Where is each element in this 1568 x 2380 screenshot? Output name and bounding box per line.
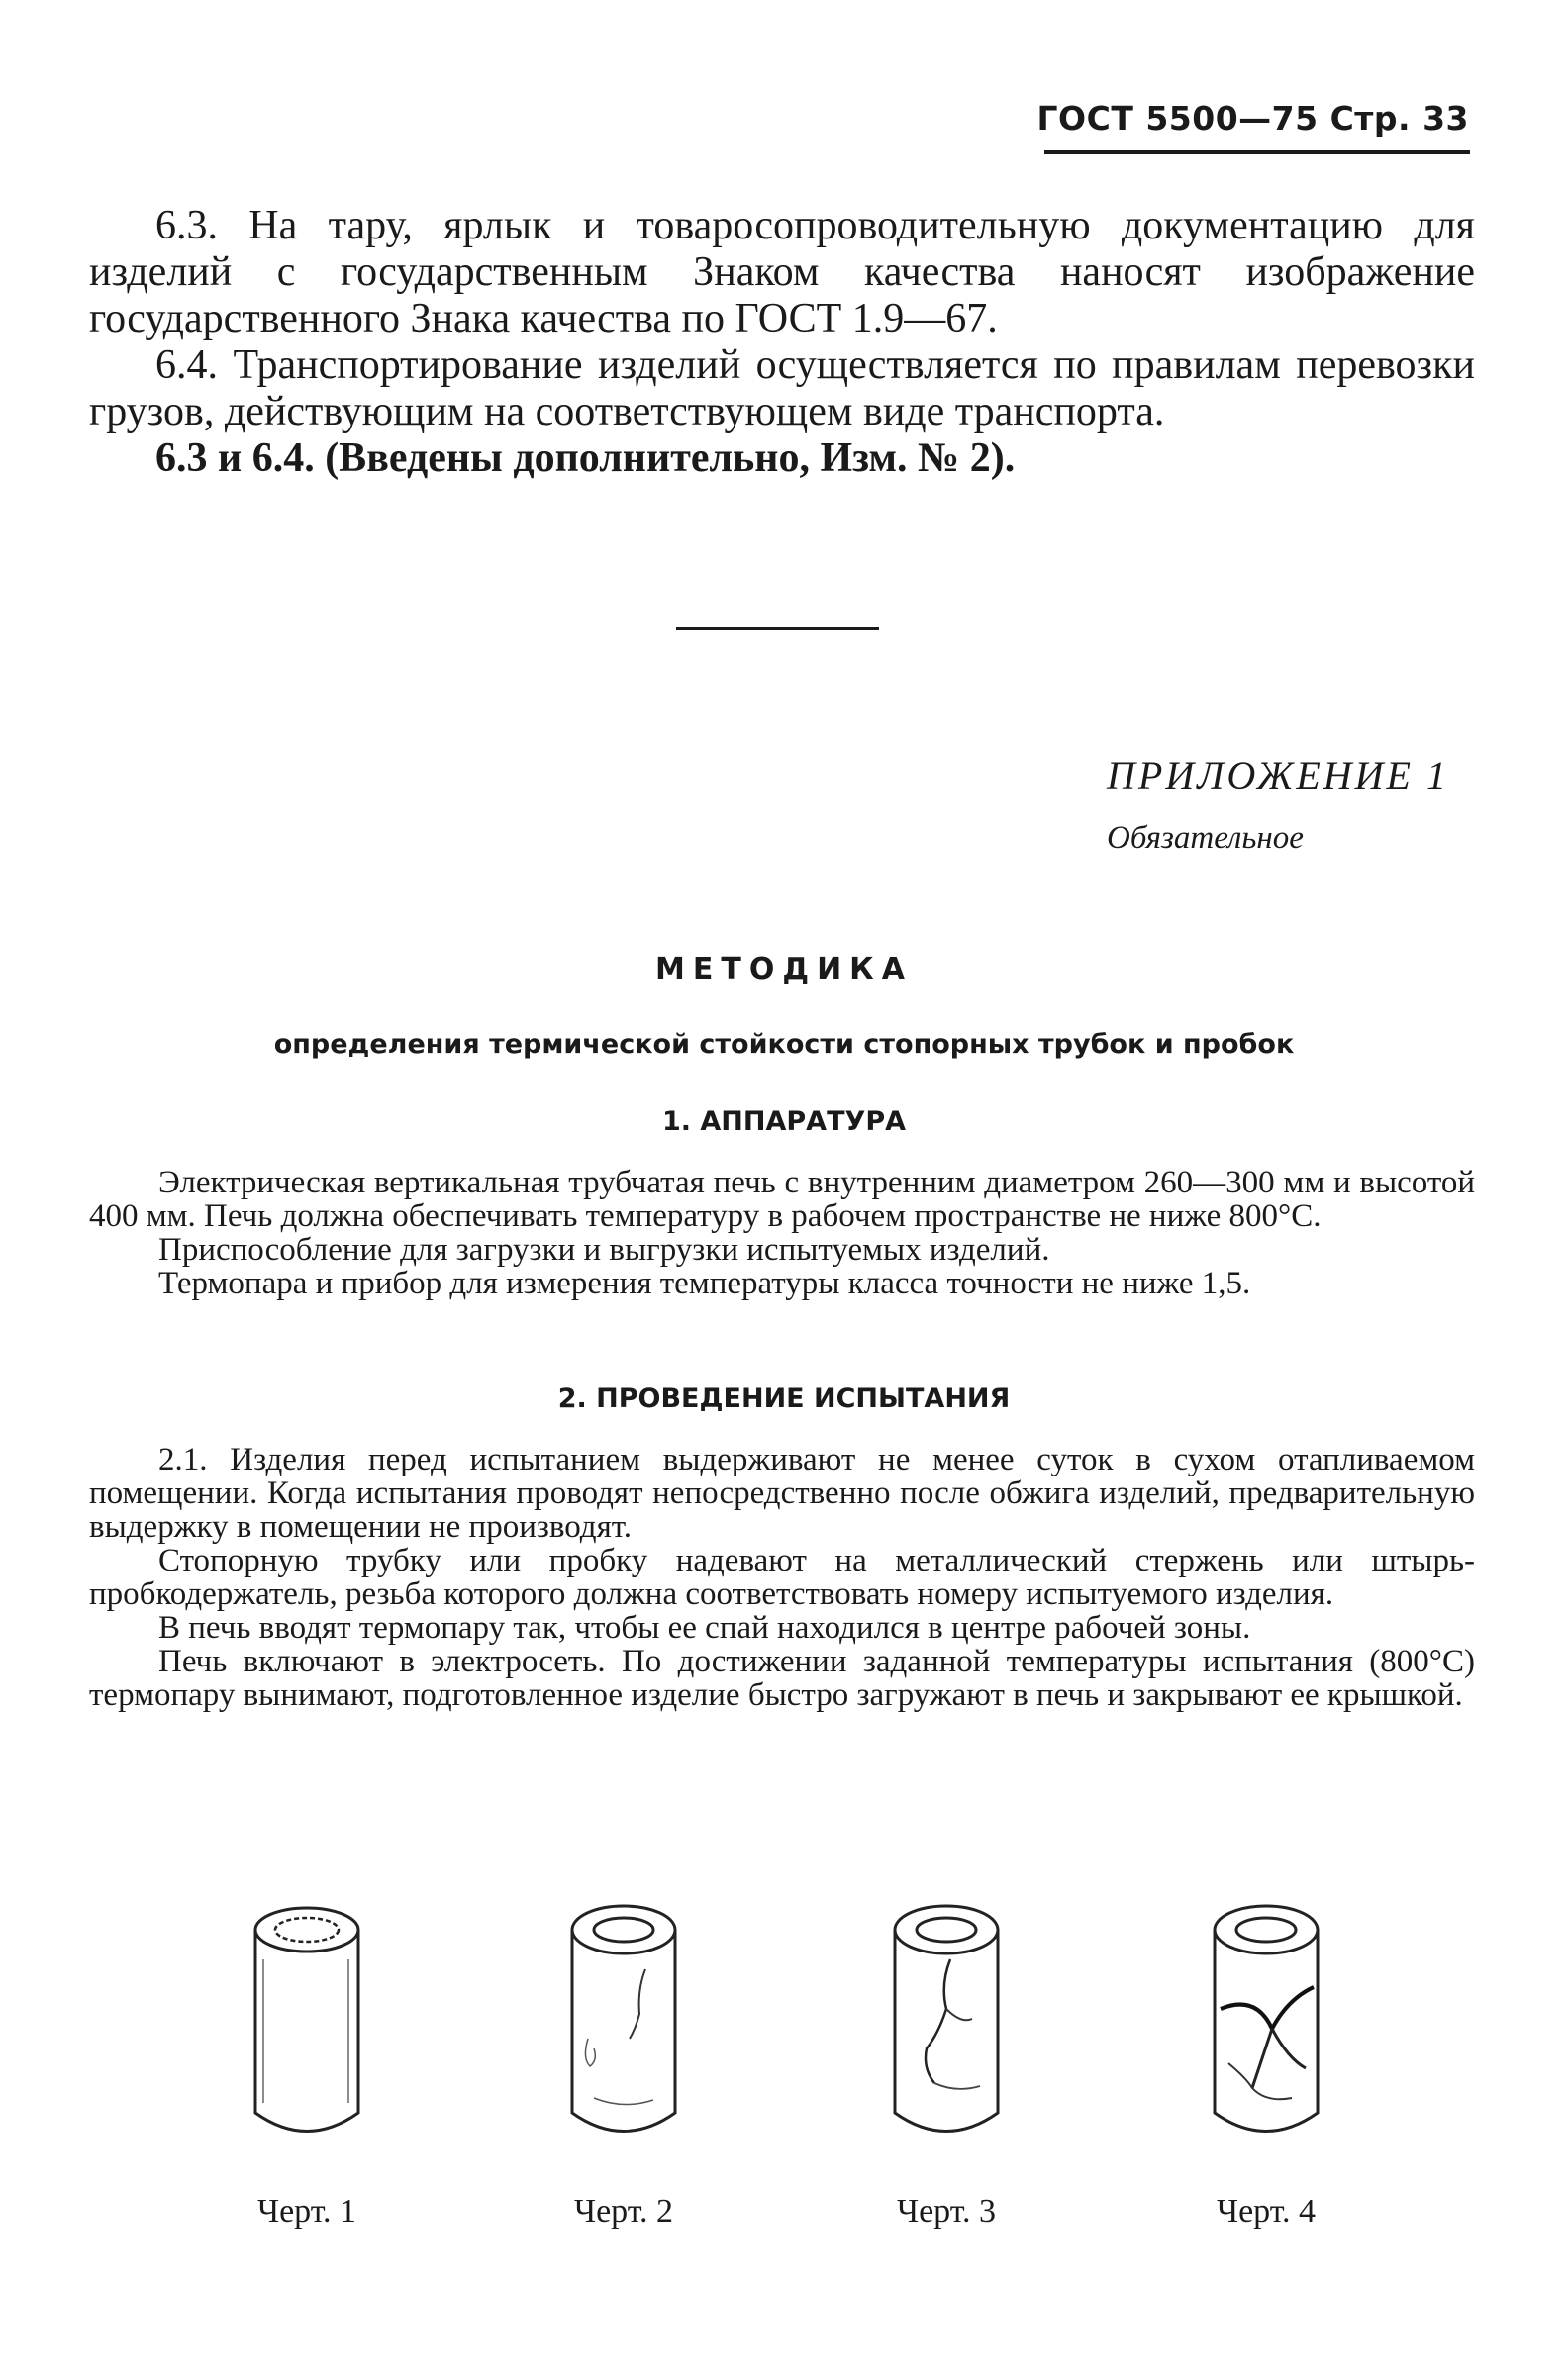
appendix-title: ПРИЛОЖЕНИЕ 1	[1107, 753, 1449, 798]
figures-row	[0, 1890, 1568, 2266]
paragraph: В печь вводят термопару так, чтобы ее спай находился в центре рабочей зоны.	[158, 1610, 1251, 1646]
clauses-6-3-6-4	[89, 203, 1475, 482]
section-1-body	[89, 1166, 1475, 1300]
figure-caption: Черт. 3	[896, 2193, 997, 2230]
paragraph: Печь включают в электросеть. По достижении заданной температуры испытания (800°С) термопару вынимают, подготовленное изделие быстро загружают в печь и закрывают ее крышкой.	[89, 1644, 1475, 1713]
figure-1	[178, 1890, 436, 2231]
section-divider	[676, 627, 879, 630]
appendix-status: Обязательное	[1107, 820, 1304, 856]
method-subtitle: определения термической стойкости стопорных трубок и пробок	[273, 1029, 1295, 1060]
clause-6-3: 6.3. На тару, ярлык и товаросопроводительную документацию для изделий с государственным Знаком качества наносят изображение государственного Знака качества по ГОСТ 1.9—67.	[89, 203, 1475, 341]
appendix-label	[1107, 752, 1449, 857]
method-title: МЕТОДИКА	[655, 952, 913, 987]
section-2-body	[89, 1443, 1475, 1712]
figure-caption: Черт. 2	[573, 2193, 674, 2230]
tube-small-crack-icon	[554, 1890, 693, 2157]
section-2-heading: 2. ПРОВЕДЕНИЕ ИСПЫТАНИЯ	[557, 1383, 1011, 1414]
tube-crack-icon	[877, 1890, 1016, 2157]
paragraph: Электрическая вертикальная трубчатая печь с внутренним диаметром 260—300 мм и высотой 400 мм. Печь должна обеспечивать температуру в рабочем пространстве не ниже 800°С.	[89, 1165, 1475, 1234]
figure-caption: Черт. 4	[1216, 2193, 1317, 2230]
header-rule	[1044, 150, 1470, 154]
figure-3	[818, 1890, 1075, 2231]
section-1-heading: 1. АППАРАТУРА	[661, 1106, 907, 1137]
figure-caption: Черт. 1	[256, 2193, 357, 2230]
figure-4	[1137, 1890, 1395, 2231]
paragraph: Термопара и прибор для измерения температуры класса точности не ниже 1,5.	[158, 1266, 1251, 1301]
clause-6-4: 6.4. Транспортирование изделий осуществляется по правилам перевозки грузов, действующим на соответствующем виде транспорта.	[89, 342, 1475, 434]
tube-fractured-icon	[1197, 1890, 1335, 2157]
figure-2	[495, 1890, 752, 2231]
paragraph: 2.1. Изделия перед испытанием выдерживают не менее суток в сухом отапливаемом помещении. Когда испытания проводят непосредственно после обжига изделий, предварительную выдержку в помещении не производят.	[89, 1442, 1475, 1545]
amendment-note: 6.3 и 6.4. (Введены дополнительно, Изм. № 2).	[155, 435, 1016, 481]
paragraph: Стопорную трубку или пробку надевают на металлический стержень или штырь-пробкодержатель, резьба которого должна соответствовать номеру испытуемого изделия.	[89, 1543, 1475, 1612]
tube-intact-icon	[238, 1890, 376, 2157]
paragraph: Приспособление для загрузки и выгрузки испытуемых изделий.	[158, 1232, 1050, 1268]
page-header: ГОСТ 5500—75 Стр. 33	[1036, 99, 1469, 138]
